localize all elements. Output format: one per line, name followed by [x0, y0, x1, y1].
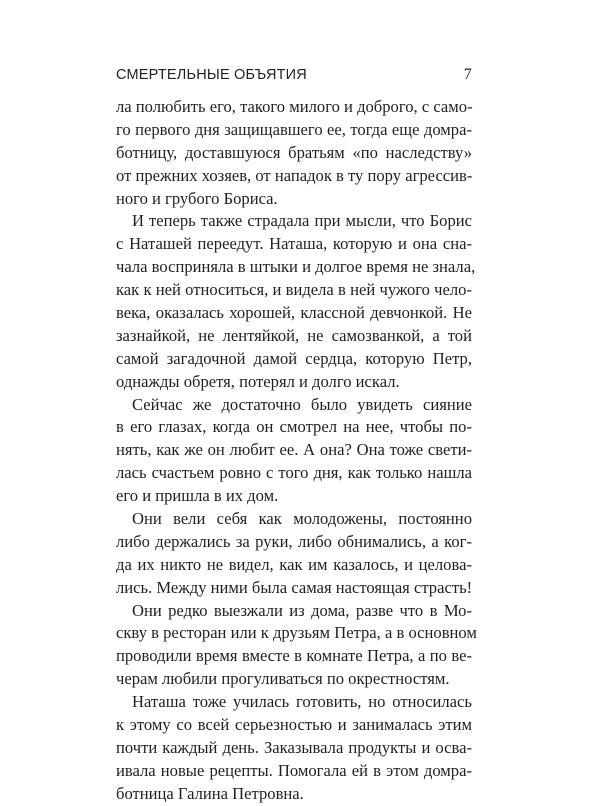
text-line: нять, как же он любит ее. А она? Она тоже свети-	[116, 440, 472, 460]
text-line: ботница Галина Петровна.	[116, 783, 304, 803]
text-line: к этому со всей серьезностью и занималась этим	[116, 715, 472, 735]
text-line: И теперь также страдала при мысли, что Борис	[132, 211, 472, 231]
text-line: проводили время вместе в комнате Петра, а по ве-	[116, 646, 472, 666]
text-line: в его глазах, когда он смотрел на нее, чтобы по-	[116, 417, 472, 437]
paragraph-2	[116, 210, 476, 393]
text-line: го первого дня защищавшего ее, тогда еще домра-	[116, 119, 472, 139]
paragraph-4	[116, 508, 472, 600]
text-line: ивала новые рецепты. Помогала ей в этом домра-	[116, 760, 472, 780]
text-line: да их никто не видел, как им казалось, и целова-	[116, 554, 472, 574]
page-number: 7	[463, 66, 472, 83]
text-line: черам любили прогуливаться по окрестностям.	[116, 669, 450, 689]
text-line: от прежних хозяев, от нападок в ту пору агрессив-	[116, 165, 473, 185]
body-text	[116, 96, 477, 806]
text-line: скву в ресторан или к друзьям Петра, а в основном	[116, 623, 477, 643]
text-line: с Наташей переедут. Наташа, которую и она сна-	[116, 234, 472, 254]
paragraph-1	[116, 96, 472, 210]
paragraph-3	[116, 394, 472, 508]
text-line: ботницу, доставшуюся братьям «по наследству»	[116, 142, 472, 162]
text-line: Они вели себя как молодожены, постоянно	[132, 509, 472, 529]
text-line: лась счастьем ровно с того дня, как только нашла	[116, 463, 472, 483]
text-line: Наташа тоже училась готовить, но относилась	[132, 692, 472, 712]
running-header	[116, 64, 472, 86]
paragraph-5	[116, 600, 477, 692]
text-line: Сейчас же достаточно было увидеть сияние	[132, 394, 472, 414]
text-line: лись. Между ними была самая настоящая страсть!	[116, 577, 473, 597]
text-line: его и пришла в их дом.	[116, 486, 279, 506]
text-line: века, оказалась хорошей, классной девчонкой. Не	[116, 303, 472, 323]
text-line: однажды обретя, потерял и долго искал.	[116, 371, 400, 391]
text-line: чала восприняла в штыки и долгое время не знала,	[116, 257, 476, 277]
text-line: как к ней относиться, и видела в ней чужого чело-	[116, 280, 472, 300]
text-line: почти каждый день. Заказывала продукты и осва-	[116, 737, 472, 757]
text-line: самой загадочной дамой сердца, которую Петр,	[116, 348, 472, 368]
running-title: СМЕРТЕЛЬНЫЕ ОБЪЯТИЯ	[116, 67, 307, 83]
text-line: зазнайкой, не лентяйкой, не самозванкой, а той	[116, 325, 472, 345]
text-line: ла полюбить его, такого милого и доброго, с само-	[116, 97, 473, 116]
text-line: ного и грубого Бориса.	[116, 188, 278, 208]
paragraph-6	[116, 691, 472, 805]
text-line: Они редко выезжали из дома, разве что в Мо-	[132, 600, 472, 620]
text-line: либо держались за руки, либо обнимались, а ког-	[116, 531, 472, 551]
